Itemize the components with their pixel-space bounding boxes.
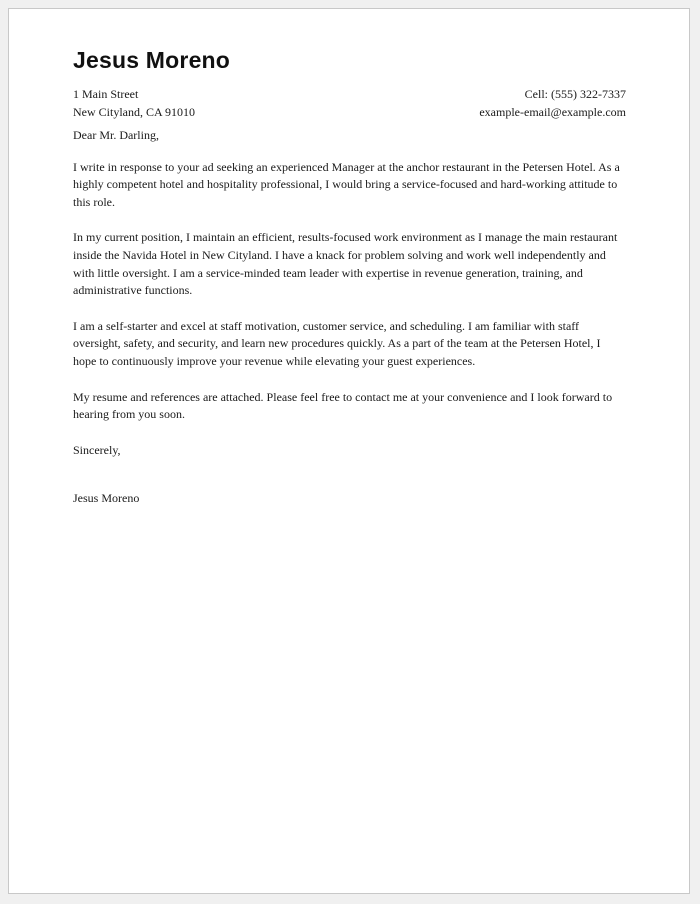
contact-block <box>73 85 626 121</box>
closing: Sincerely, <box>73 442 121 457</box>
signature: Jesus Moreno <box>73 491 140 506</box>
paragraph-2: In my current position, I maintain an efficient, results-focused work environment as I manage the main restaurant inside the Navida Hotel in New Cityland. I have a knack for problem solving and work well independently and with little oversight. I am a service-minded team leader with expertise in revenue generation, training, and administrative functions. <box>73 230 618 298</box>
letter-page <box>8 8 690 894</box>
paragraph-4: My resume and references are attached. Please feel free to contact me at your convenience and I look forward to hearing from you soon. <box>73 389 613 422</box>
email-address: example-email@example.com <box>479 105 626 119</box>
address-line-2: New Cityland, CA 91010 <box>73 105 195 119</box>
letter-body <box>73 127 626 526</box>
salutation: Dear Mr. Darling, <box>73 128 159 142</box>
contact-row-2 <box>73 103 626 121</box>
paragraph-1: I write in response to your ad seeking an experienced Manager at the anchor restaurant in the Petersen Hotel. As a highly competent hotel and hospitality professional, I would bring a service-focused and hard-working attitude to this role. <box>73 159 620 209</box>
paragraph-3: I am a self-starter and excel at staff motivation, customer service, and scheduling. I am familiar with staff oversight, safety, and security, and learn new procedures quickly. As a part of the team at the Petersen Hotel, I hope to continuously improve your revenue while elevating your guest experiences. <box>73 318 601 368</box>
address-line-1: 1 Main Street <box>73 87 139 101</box>
contact-row-1 <box>73 85 626 103</box>
sender-name: Jesus Moreno <box>73 47 231 73</box>
cell-phone: Cell: (555) 322-7337 <box>524 87 626 101</box>
